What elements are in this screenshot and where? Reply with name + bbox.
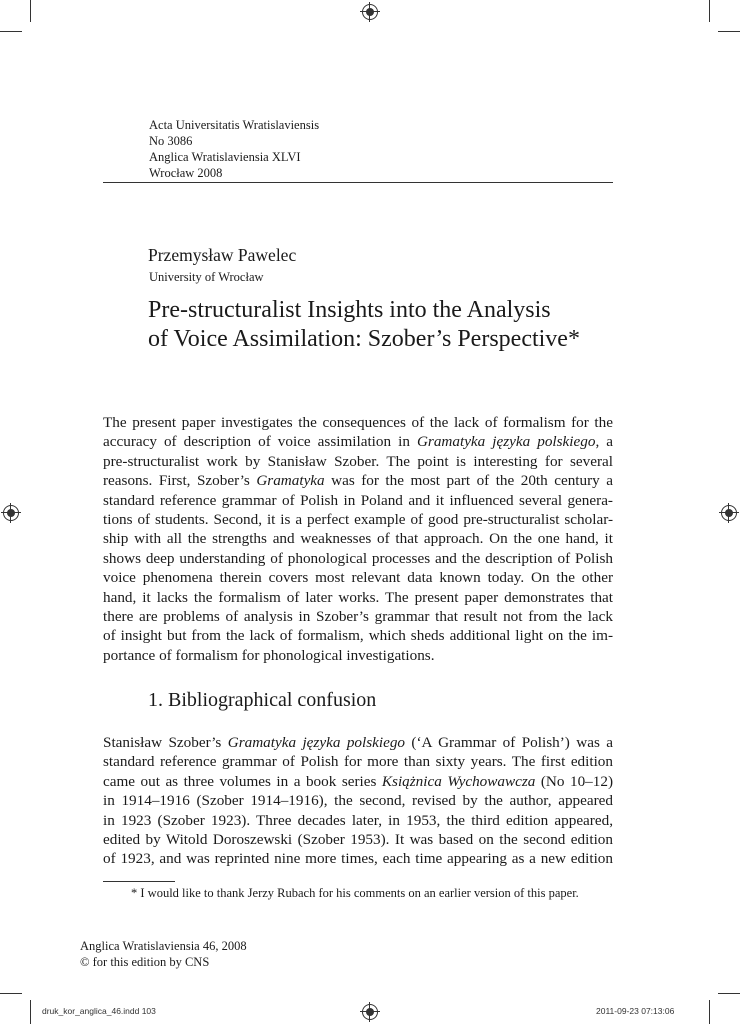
- body-line: in 1914–1916 (Szober 1914–1916), the second, revised by the author, appeared: [103, 792, 613, 810]
- abstract-line: of insight but from the lack of formalism, which sheds additional light on the im-: [103, 627, 613, 645]
- italic-title: Książnica Wychowawcza: [381, 772, 536, 790]
- text-span: reasons. First, Szober’s: [103, 472, 257, 490]
- crop-mark: [0, 31, 22, 32]
- slug-datetime: 2011-09-23 07:13:06: [596, 1006, 675, 1016]
- series-line: No 3086: [149, 134, 193, 148]
- crop-mark: [30, 1000, 31, 1024]
- italic-title: Gramatyka języka polskiego: [227, 734, 406, 751]
- abstract-line: hand, it lacks the formalism of later works. The present paper demonstrates that: [103, 588, 613, 606]
- series-line: Wrocław 2008: [149, 166, 223, 180]
- footnote: * I would like to thank Jerzy Rubach for his comments on an earlier version of this paper.: [131, 886, 579, 900]
- text-span: (‘A Grammar of Polish’) was a: [405, 734, 613, 751]
- series-line: Acta Universitatis Wratislaviensis: [149, 118, 320, 132]
- title-line: of Voice Assimilation: Szober’s Perspective*: [148, 326, 580, 352]
- abstract-line: pre-structuralist work by Stanisław Szober. The point is interesting for several: [103, 452, 613, 470]
- crop-mark: [709, 0, 710, 22]
- abstract-line: there are problems of analysis in Szober’s grammar that result not from the lack: [103, 607, 613, 625]
- crop-mark: [30, 0, 31, 22]
- text-span: accuracy of description of voice assimilation in: [103, 433, 417, 451]
- registration-mark-icon: [3, 505, 19, 521]
- text-span: was for the most part of the 20th century a: [324, 472, 613, 490]
- journal-citation: Anglica Wratislaviensia 46, 2008: [80, 939, 247, 953]
- abstract-line: The present paper investigates the consequences of the lack of formalism for the: [103, 414, 613, 431]
- body-line: in 1923 (Szober 1923). Three decades later, in 1953, the third edition appeared,: [103, 811, 613, 829]
- body-line: edited by Witold Doroszewski (Szober 1953). It was based on the second edition: [103, 830, 613, 848]
- text-span: came out as three volumes in a book series: [103, 772, 382, 790]
- section-heading: 1. Bibliographical confusion: [148, 689, 377, 711]
- body-line: of 1923, and was reprinted nine more times, each time appearing as a new edition: [103, 850, 613, 868]
- abstract-line: ship with all the strengths and weaknesses of that approach. On the one hand, it: [103, 530, 613, 548]
- crop-mark: [709, 1000, 710, 1024]
- paper-title: [148, 296, 580, 354]
- text-span: (No 10–12): [535, 772, 614, 790]
- title-line: Pre-structuralist Insights into the Analysis: [148, 297, 551, 323]
- body-text: [103, 733, 613, 869]
- crop-mark: [718, 31, 740, 32]
- registration-mark-icon: [362, 4, 378, 20]
- crop-mark: [718, 993, 740, 994]
- bottom-info: [80, 938, 247, 970]
- author-affiliation: University of Wrocław: [149, 270, 264, 284]
- slug-filename: druk_kor_anglica_46.indd 103: [42, 1006, 156, 1016]
- body-line: [103, 772, 613, 791]
- abstract-line: portance of formalism for phonological investigations.: [103, 646, 435, 664]
- header-rule: [103, 182, 613, 183]
- abstract-line: [103, 432, 613, 451]
- abstract-line: tions of students. Second, it is a perfect example of good pre-structuralist scholar-: [103, 510, 613, 528]
- registration-mark-icon: [721, 505, 737, 521]
- text-span: Stanisław Szober’s: [103, 734, 228, 751]
- abstract-line: standard reference grammar of Polish in Poland and it influenced several genera-: [103, 491, 613, 509]
- copyright-notice: © for this edition by CNS: [80, 955, 210, 969]
- crop-mark: [0, 993, 22, 994]
- footnote-rule: [103, 881, 175, 882]
- series-info: [149, 117, 319, 181]
- series-line: Anglica Wratislaviensia XLVI: [149, 150, 301, 164]
- abstract-line: shows deep understanding of phonological processes and the description of Polish: [103, 549, 613, 567]
- body-line: standard reference grammar of Polish for more than sixty years. The first edition: [103, 753, 613, 771]
- text-span: , a: [595, 433, 614, 451]
- italic-title: Gramatyka języka polskiego: [416, 433, 596, 451]
- abstract: [103, 413, 613, 665]
- italic-title: Gramatyka: [256, 472, 325, 490]
- abstract-line: [103, 471, 613, 490]
- registration-mark-icon: [362, 1004, 378, 1020]
- body-line: [103, 733, 613, 752]
- author-name: Przemysław Pawelec: [148, 245, 297, 265]
- abstract-line: voice phenomena therein covers most relevant data known today. On the other: [103, 569, 613, 587]
